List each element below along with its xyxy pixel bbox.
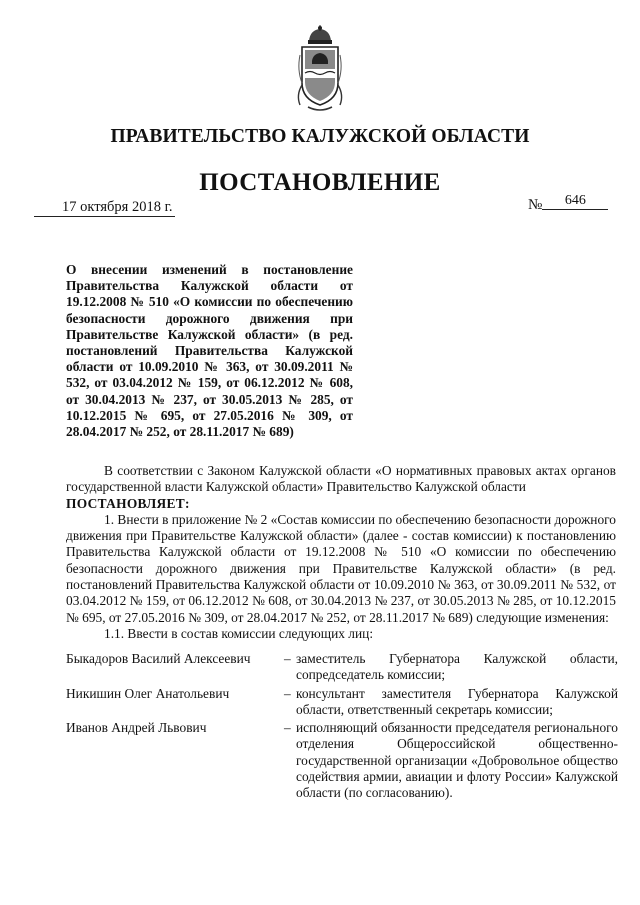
document-date: 17 октября 2018 г. [34,199,175,217]
member-dash: – [284,720,291,736]
document-subject: О внесении изменений в постановление Правительства Калужской области от 19.12.2008 № 510 «О комиссии по обеспечению безопасности дорожного движения при Правительстве Калужской области» (в ред. постановлений Правительства Калужской области от 10.09.2010 № 363, от 30.09.2011 № 532, от 03.04.2012 № 159, от 06.12.2012 № 608, от 30.04.2013 № 237, от 30.05.2013 № 285, от 10.12.2015 № 695, от 27.05.2016 № 309, от 28.04.2017 № 252, от 28.11.2017 № 689) [66,262,353,440]
document-number [528,193,608,214]
organization-title: ПРАВИТЕЛЬСТВО КАЛУЖСКОЙ ОБЛАСТИ [110,126,530,147]
member-dash: – [284,651,291,666]
number-sign: № [528,197,543,213]
member-role: консультант заместителя Губернатора Калужской области, ответственный секретарь комиссии; [296,685,618,717]
number-value: 646 [542,193,608,210]
member-row [66,720,618,801]
resolves-heading: ПОСТАНОВЛЯЕТ: [66,495,190,511]
member-row [66,686,618,719]
member-role: заместитель Губернатора Калужской области, сопредседатель комиссии; [296,651,618,683]
member-name: Быкадоров Василий Алексеевич [66,651,251,666]
member-role: исполняющий обязанности председателя регионального отделения Общероссийской общественно-государственной организации «Добровольное общество содействия армии, авиации и флоту России» Калужской области (по согласованию). [296,720,618,801]
member-name: Никишин Олег Анатольевич [66,685,230,701]
member-row [66,651,618,684]
intro-paragraph: В соответствии с Законом Калужской области «О нормативных правовых актах органов государственной власти Калужской области» Правительство Калужской области [66,463,616,495]
item-1-1-paragraph: 1.1. Ввести в состав комиссии следующих лиц: [104,625,374,641]
member-dash: – [284,685,291,701]
members-list [66,651,618,804]
item-1-paragraph: 1. Внести в приложение № 2 «Состав комиссии по обеспечению безопасности дорожного движения при Правительстве Калужской области» (далее - состав комиссии) к постановлению Правительства Калужской области от 19.12.2008 № 510 «О комиссии по обеспечению безопасности дорожного движения при Правительстве Калужской области» (в ред. постановлений Правительства Калужской области от 10.09.2010 № 363, от 30.09.2011 № 532, от 03.04.2012 № 159, от 06.12.2012 № 608, от 30.04.2013 № 237, от 30.05.2013 № 285, от 10.12.2015 № 695, от 27.05.2016 № 309, от 28.04.2017 № 252, от 28.11.2017 № 689) следующие изменения: [66,511,616,625]
document-type: ПОСТАНОВЛЕНИЕ [199,169,441,196]
document-body [66,463,616,642]
member-name: Иванов Андрей Львович [66,720,207,736]
kaluga-coat-of-arms-icon [294,25,346,115]
